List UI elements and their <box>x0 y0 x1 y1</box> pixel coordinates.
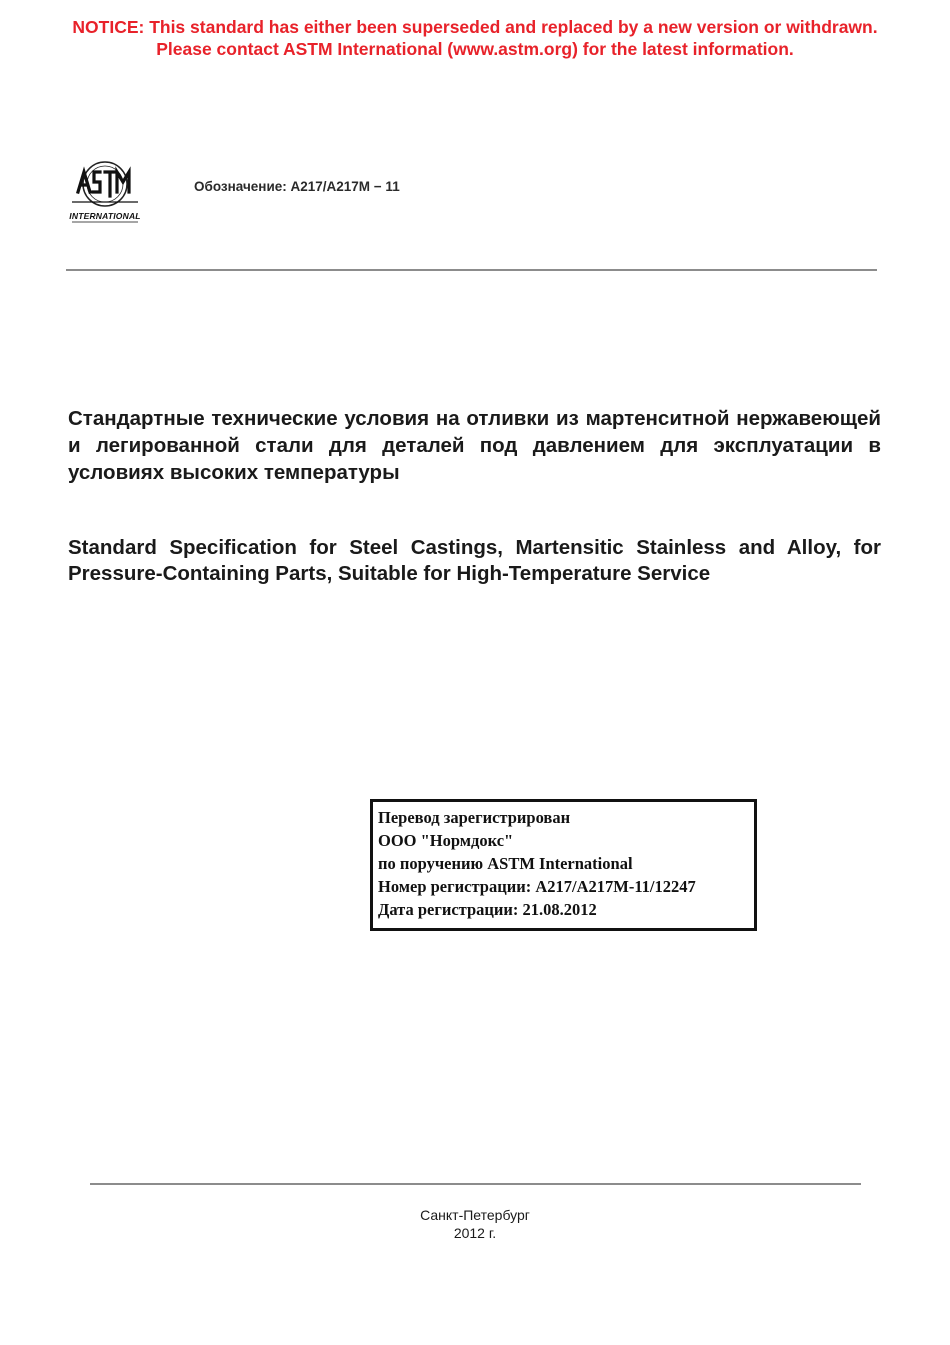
registration-box <box>370 799 757 931</box>
bottom-divider <box>90 1183 861 1185</box>
title-russian: Стандартные технические условия на отливки из мартенситной нержавеющей и легированной стали для деталей под давлением для эксплуатации в условиях высоких температуры <box>68 407 881 484</box>
footer-year: 2012 г. <box>453 1225 497 1241</box>
registration-line-2: ООО "Нормдокс" <box>378 831 514 850</box>
notice-line-1: NOTICE: This standard has either been superseded and replaced by a new version or withdrawn. <box>72 17 878 37</box>
title-english: Standard Specification for Steel Castings, Martensitic Stainless and Alloy, for Pressure-Containing Parts, Suitable for High-Temperature Service <box>68 536 881 585</box>
notice-line-2: Please contact ASTM International (www.astm.org) for the latest information. <box>156 39 794 59</box>
logo-caption: INTERNATIONAL <box>69 211 141 221</box>
registration-line-1: Перевод зарегистрирован <box>378 808 571 827</box>
registration-number: Номер регистрации: A217/A217M-11/12247 <box>378 877 696 896</box>
designation: Обозначение: A217/A217M − 11 <box>194 179 400 194</box>
footer-city: Санкт-Петербург <box>420 1207 530 1223</box>
registration-date: Дата регистрации: 21.08.2012 <box>378 900 597 919</box>
top-divider <box>66 269 877 271</box>
notice-banner <box>0 16 950 60</box>
footer <box>0 1206 950 1242</box>
registration-line-3: по поручению ASTM International <box>378 854 633 873</box>
